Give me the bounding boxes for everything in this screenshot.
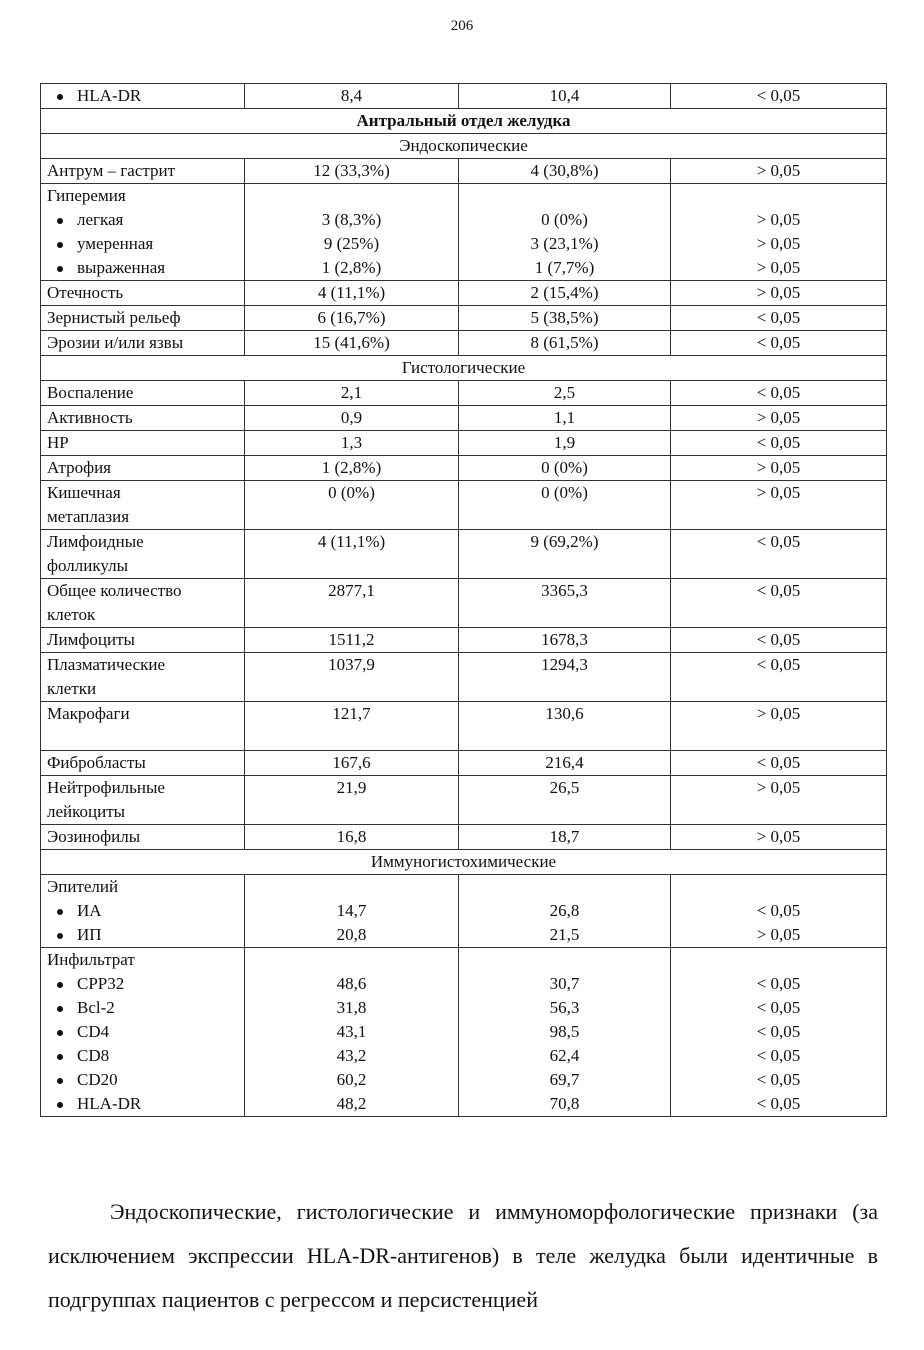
value-group-2: 30,7 56,3 98,5 62,4 69,7 70,8 (459, 948, 671, 1117)
value-group-2: 9 (69,2%) (459, 530, 671, 579)
subsection-row (41, 356, 887, 381)
row-label: Фибробласты (41, 751, 245, 776)
table-row (41, 481, 887, 530)
value-group-1: 6 (16,7%) (245, 306, 459, 331)
row-label: HLA-DR (41, 84, 245, 109)
row-label: Эрозии и/или язвы (41, 331, 245, 356)
value-group-2: 26,5 (459, 776, 671, 825)
p-value: < 0,05 (671, 653, 887, 702)
row-label: Макрофаги (41, 702, 245, 751)
value-group-2: 4 (30,8%) (459, 159, 671, 184)
subsection-immuno: Иммуногистохимические (41, 850, 887, 875)
p-value: > 0,05 (671, 281, 887, 306)
value-group-1: 1511,2 (245, 628, 459, 653)
value-group-1: 4 (11,1%) (245, 281, 459, 306)
value-group-2: 0 (0%) 3 (23,1%) 1 (7,7%) (459, 184, 671, 281)
value-group-1: 12 (33,3%) (245, 159, 459, 184)
bullet-label: умеренная (47, 232, 238, 256)
group-labels (41, 184, 245, 281)
table-row (41, 306, 887, 331)
value-group-2: 18,7 (459, 825, 671, 850)
p-value: < 0,05 (671, 628, 887, 653)
table-row (41, 159, 887, 184)
value-group-1: 121,7 (245, 702, 459, 751)
p-value: < 0,05 (671, 84, 887, 109)
group-labels (41, 948, 245, 1117)
group-title: Эпителий (47, 877, 119, 896)
bullet-label: CD8 (47, 1044, 238, 1068)
group-row (41, 875, 887, 948)
section-title: Антральный отдел желудка (41, 109, 887, 134)
p-value: > 0,05 (671, 456, 887, 481)
p-value: > 0,05 (671, 702, 887, 751)
p-value: < 0,05 (671, 331, 887, 356)
row-label: HP (41, 431, 245, 456)
table-row (41, 628, 887, 653)
row-label: Воспаление (41, 381, 245, 406)
p-value: > 0,05 > 0,05 > 0,05 (671, 184, 887, 281)
value-group-2: 0 (0%) (459, 456, 671, 481)
value-group-1: 0 (0%) (245, 481, 459, 530)
value-group-1: 2,1 (245, 381, 459, 406)
value-group-2: 26,8 21,5 (459, 875, 671, 948)
value-group-1: 167,6 (245, 751, 459, 776)
row-label: Кишечная метаплазия (41, 481, 245, 530)
value-group-1: 1037,9 (245, 653, 459, 702)
group-title: Инфильтрат (47, 950, 135, 969)
table-row (41, 431, 887, 456)
row-label: Плазматические клетки (41, 653, 245, 702)
p-value: > 0,05 (671, 159, 887, 184)
value-group-2: 1678,3 (459, 628, 671, 653)
p-value: < 0,05 < 0,05 < 0,05 < 0,05 < 0,05 < 0,05 (671, 948, 887, 1117)
p-value: > 0,05 (671, 776, 887, 825)
body-paragraph: Эндоскопические, гистологические и иммуноморфологические признаки (за исключением экспрессии HLA-DR-антигенов) в теле желудка были идентичные в подгруппах пациентов с регрессом и персистенцией (48, 1199, 878, 1312)
bullet-label: CPP32 (47, 972, 238, 996)
group-row (41, 184, 887, 281)
value-group-1: 8,4 (245, 84, 459, 109)
value-group-2: 3365,3 (459, 579, 671, 628)
bullet-label: Bcl-2 (47, 996, 238, 1020)
value-group-2: 5 (38,5%) (459, 306, 671, 331)
table-row (41, 406, 887, 431)
value-group-1: 3 (8,3%) 9 (25%) 1 (2,8%) (245, 184, 459, 281)
row-label: Атрофия (41, 456, 245, 481)
bullet-label: ИА (47, 899, 238, 923)
table-row (41, 702, 887, 751)
row-label: Антрум – гастрит (41, 159, 245, 184)
section-row (41, 109, 887, 134)
page-number: 206 (450, 18, 474, 34)
p-value: > 0,05 (671, 406, 887, 431)
p-value: < 0,05 (671, 751, 887, 776)
value-group-2: 8 (61,5%) (459, 331, 671, 356)
table-row (41, 456, 887, 481)
value-group-2: 10,4 (459, 84, 671, 109)
p-value: > 0,05 (671, 481, 887, 530)
table-row (41, 381, 887, 406)
bullet-label: ИП (47, 923, 238, 947)
results-table (40, 83, 887, 1117)
table-row (41, 84, 887, 109)
value-group-2: 0 (0%) (459, 481, 671, 530)
value-group-2: 216,4 (459, 751, 671, 776)
row-label: Активность (41, 406, 245, 431)
table-row (41, 331, 887, 356)
table-row (41, 281, 887, 306)
value-group-1: 0,9 (245, 406, 459, 431)
p-value: < 0,05 > 0,05 (671, 875, 887, 948)
value-group-1: 4 (11,1%) (245, 530, 459, 579)
row-label: Эозинофилы (41, 825, 245, 850)
bullet-label: CD20 (47, 1068, 238, 1092)
value-group-1: 15 (41,6%) (245, 331, 459, 356)
value-group-1: 1 (2,8%) (245, 456, 459, 481)
bullet-label: CD4 (47, 1020, 238, 1044)
row-label: Отечность (41, 281, 245, 306)
value-group-1: 2877,1 (245, 579, 459, 628)
subsection-row (41, 850, 887, 875)
value-group-1: 14,7 20,8 (245, 875, 459, 948)
value-group-2: 1,1 (459, 406, 671, 431)
value-group-1: 48,6 31,8 43,1 43,2 60,2 48,2 (245, 948, 459, 1117)
table-row (41, 653, 887, 702)
table-row (41, 776, 887, 825)
row-label: Зернистый рельеф (41, 306, 245, 331)
value-group-2: 1294,3 (459, 653, 671, 702)
p-value: < 0,05 (671, 306, 887, 331)
group-row (41, 948, 887, 1117)
bullet-label: HLA-DR (47, 1092, 238, 1116)
table-row (41, 825, 887, 850)
bullet-label: выраженная (47, 256, 238, 280)
value-group-2: 2 (15,4%) (459, 281, 671, 306)
row-label: Нейтрофильные лейкоциты (41, 776, 245, 825)
bullet-label: легкая (47, 208, 238, 232)
p-value: < 0,05 (671, 381, 887, 406)
p-value: < 0,05 (671, 431, 887, 456)
subsection-histologic: Гистологические (41, 356, 887, 381)
value-group-2: 2,5 (459, 381, 671, 406)
row-label: Лимфоциты (41, 628, 245, 653)
subsection-endoscopic: Эндоскопические (41, 134, 887, 159)
value-group-1: 21,9 (245, 776, 459, 825)
table-row (41, 530, 887, 579)
value-group-2: 1,9 (459, 431, 671, 456)
row-label: Лимфоидные фолликулы (41, 530, 245, 579)
value-group-1: 16,8 (245, 825, 459, 850)
value-group-2: 130,6 (459, 702, 671, 751)
table-row (41, 751, 887, 776)
row-label: Общее количество клеток (41, 579, 245, 628)
group-title: Гиперемия (47, 186, 126, 205)
group-labels (41, 875, 245, 948)
subsection-row (41, 134, 887, 159)
p-value: < 0,05 (671, 579, 887, 628)
value-group-1: 1,3 (245, 431, 459, 456)
p-value: < 0,05 (671, 530, 887, 579)
p-value: > 0,05 (671, 825, 887, 850)
table-row (41, 579, 887, 628)
